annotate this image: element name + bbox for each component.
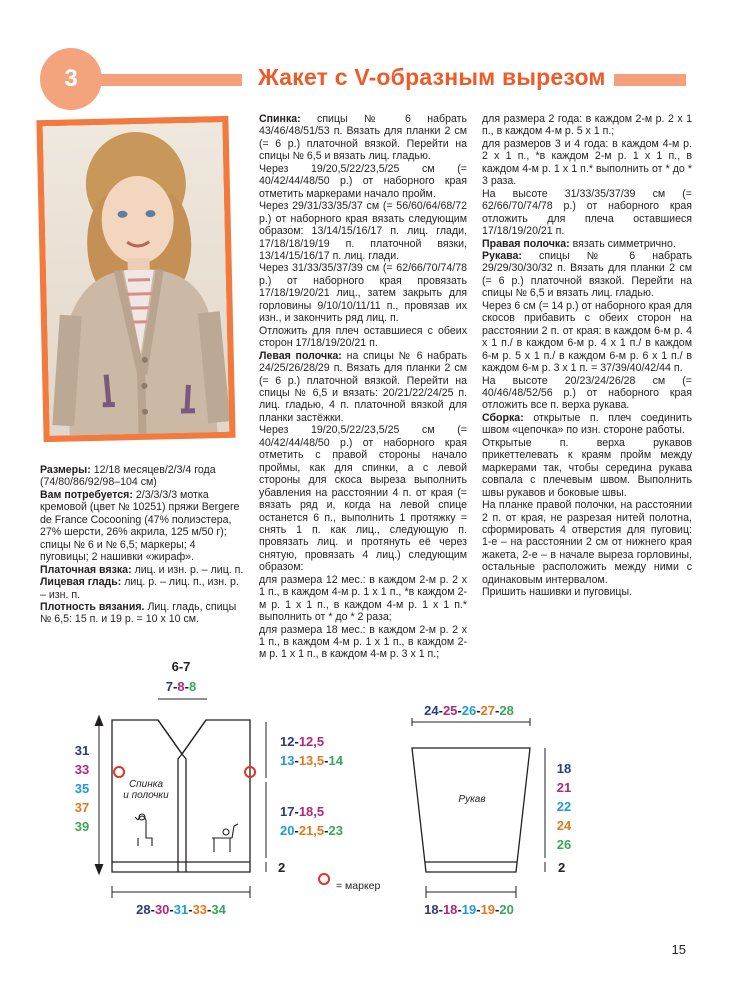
header-bar-right	[614, 74, 686, 86]
neck-size-a: 7	[165, 679, 174, 694]
sleeve-top-d: 27	[480, 703, 496, 718]
side-size-d: 21,5	[298, 823, 325, 838]
width-size-b: 30	[154, 902, 170, 917]
gauge-label: Плотность вязания.	[40, 600, 145, 613]
armhole-size-a: 12	[280, 734, 295, 749]
garter-label: Платочная вязка:	[40, 563, 132, 576]
back-shoulder-text: Отложить для плеч оставшиеся с обеих сторон 17/18/19/20/21 п.	[259, 324, 467, 350]
back-label: Спинка:	[259, 113, 301, 125]
height-size-4: 37	[74, 800, 90, 815]
height-size-2: 33	[74, 762, 90, 777]
assembly-sleeves-text: Открытые п. верха рукавов прикеттелевать к краям пройм между маркерами так, чтобы середина рукава совпала с плечевым швом. Выполнить швы рукавов и боковые швы.	[482, 436, 692, 499]
sleeve-top-e: 28	[499, 703, 514, 718]
marker-legend-text: = маркер	[336, 880, 381, 892]
assembly-label: Сборка:	[482, 411, 524, 424]
height-size-1: 31	[74, 743, 90, 758]
neck-size-b: 8	[177, 679, 185, 694]
right-front-paragraph	[482, 238, 692, 250]
size-3-4y-text: для размеров 3 и 4 года: в каждом 4-м р. 2 х 1 п., *в каждом 2-м р. 1 х 1 п., в каждом 4-м р. 1 х 1 п.* выполнить от * до * 3 раза.	[482, 137, 692, 188]
armhole-size-b: 12,5	[298, 734, 325, 749]
size-12m-text: для размера 12 мес.: в каждом 2-м р. 2 х 1 п., в каждом 4-м р. 1 х 1 п., *в каждом 2-м р. 1 х 1 п., в каждом 4-м р. 1 х 1 п.* выполнить от * до * 2 раза;	[259, 573, 467, 624]
sleeve-label-text: Рукав	[458, 794, 486, 805]
side-size-e: 23	[328, 823, 343, 838]
assembly-finish-text: Пришить нашивки и пуговицы.	[482, 586, 633, 599]
page-title: Жакет с V-образным вырезом	[258, 64, 606, 90]
armhole-sizes-2: 13-13,5-14	[280, 753, 343, 768]
sleeve-bottom-sizes: 18-18-19-19-20	[424, 902, 514, 917]
pattern-number-badge	[40, 48, 102, 110]
size-18m-text: для размера 18 мес.: в каждом 2-м р. 2 х 1 п., в каждом 4-м р. 1 х 1 п., в каждом 2-м р. 1 х 1 п., в каждом 4-м р. 3 х 1 п.;	[259, 623, 467, 661]
gauge-paragraph	[40, 601, 246, 626]
materials-paragraph	[40, 489, 246, 564]
materials-label: Вам потребуется:	[40, 488, 133, 501]
sleeve-bottom-a: 18	[424, 902, 439, 917]
side-sizes-2: 20-21,5-23	[280, 823, 343, 838]
marker-left	[114, 767, 124, 777]
shoulder-height-text: На высоте 31/33/35/37/39 см (= 62/66/70/74/78 р.) от наборного края отложить для плеча оставшиеся 17/18/19/20/21 п.	[482, 187, 692, 238]
left-front-decrease-text: Через 19/20,5/22/23,5/25 см (= 40/42/44/48/50 р.) от наборного края отметить с правой стороны начало проймы, как для спинки, а с левой стороны для скоса выреза выполнить убавления на расстоянии 4 п. от края (= вязать ряд и, когда на левой спице останется 6 п., выполнить 1 протяжку = снять 1 п. как лиц., следующую п. провязать лиц. и протянуть её через снятую, провязать 4 лиц.) следующим образом:	[259, 424, 467, 574]
sleeve-top-sizes: 24-25-26-27-28	[424, 703, 514, 718]
right-front-text: вязать симметрично.	[572, 237, 676, 250]
body-label-line1: Спинка	[128, 779, 164, 790]
sleeve-outline	[412, 748, 530, 872]
left-front-text: на спицы № 6 набрать 24/25/26/28/29 п. Вязать для планки 2 см (= 6 р.) платочной вязкой. Перейти на спицы № 6,5 и вязать: 20/21/22/24/25 п. лиц. гладью, 4 п. платочной вязкой для планки застёжки.	[259, 349, 467, 424]
assembly-text: открытые п. плеч соединить швом «цепочка» по изн. стороне работы.	[482, 411, 692, 437]
sizes-paragraph	[40, 464, 246, 489]
side-size-c: 20	[280, 823, 295, 838]
sleeve-bottom-e: 20	[499, 902, 514, 917]
sleeve-increase-text: Через 6 см (= 14 р.) от наборного края для скосов прибавить с обеих сторон на расстоянии 2 п. от края: в каждом 6-м р. 4 х 1 п./ в каждом 6-м р. 4 х 1 п./ в каждом 6-м р. 5 х 1 п./ в каждом 6-м р. 6 х 1 п./ в каждом 6-м р. 3 х 1 п. = 37/39/40/42/44 п.	[482, 299, 692, 375]
stockinette-text: лиц. р. – лиц. п., изн. р. – изн. п.	[40, 576, 239, 601]
armhole-sizes-1: 12-12,5	[280, 734, 325, 749]
sleeve-height-3: 22	[556, 799, 572, 814]
armhole-size-e: 14	[328, 753, 343, 768]
side-size-b: 18,5	[298, 804, 325, 819]
width-size-d: 33	[192, 902, 208, 917]
pattern-number: 3	[64, 65, 78, 92]
body-label-line2: и полочки	[123, 790, 169, 801]
back-text: спицы № 6 набрать 43/46/48/51/53 п. Вязать для планки 2 см (= 6 р.) платочной вязкой. Перейти на спицы № 6,5 и вязать лиц. гладью.	[259, 113, 467, 163]
sizes-text: 12/18 месяцев/2/3/4 года (74/80/86/92/98–104 см)	[40, 464, 216, 489]
neck-size-c: 8	[188, 679, 197, 694]
sleeve-height-2: 21	[556, 780, 572, 795]
body-schematic	[0, 650, 400, 930]
stockinette-label: Лицевая гладь:	[40, 576, 122, 589]
side-size-a: 17	[280, 804, 295, 819]
left-front-label: Левая полочка:	[259, 349, 342, 362]
sizes-label: Размеры:	[40, 464, 91, 476]
neck-width-sizes: 7-8-8	[165, 679, 197, 694]
sleeve-bottom-d: 19	[480, 902, 496, 917]
marker-legend-icon	[319, 874, 329, 884]
height-size-3: 35	[74, 781, 90, 796]
sleeve-top-a: 24	[424, 703, 439, 718]
width-size-e: 34	[211, 902, 226, 917]
stockinette-paragraph	[40, 576, 246, 601]
sleeve-top-c: 26	[461, 703, 477, 718]
armhole-size-d: 13,5	[298, 753, 325, 768]
materials-column	[40, 464, 246, 626]
sleeve-label: Рукава:	[482, 249, 522, 262]
header-bar-left	[92, 74, 242, 86]
back-paragraph	[259, 113, 467, 163]
sleeve-height-5: 26	[556, 837, 572, 852]
sleeve-paragraph	[482, 250, 692, 300]
assembly-paragraph	[482, 412, 692, 437]
back-armhole-text: Через 19/20,5/22/23,5/25 см (= 40/42/44/48/50 р.) от наборного края отметить маркерами начало пройм.	[259, 162, 467, 200]
back-yoke-text: Через 29/31/33/35/37 см (= 56/60/64/68/72 р.) от наборного края вязать следующим образом: 13/14/15/16/17 п. лиц. глади, 17/18/18/19/19 п. платочной вязки, 13/14/15/16/17 п. лиц. глади.	[259, 200, 467, 262]
garter-text: лиц. и изн. р. – лиц. п.	[134, 563, 244, 576]
band-height-label: 2	[278, 860, 286, 875]
giraffe-icon	[212, 824, 238, 852]
assembly-buttonholes-text: На планке правой полочки, на расстоянии 2 п. от края, не разрезая нитей полотна, сформировать 4 отверстия для пуговиц: 1-е – на расстоянии 2 см от нижнего края жакета, 2-е – в начале выреза горловины, остальные расположить между ними с одинаковым интервалом.	[482, 499, 692, 586]
width-sizes: 28-30-31-33-34	[136, 902, 226, 917]
sleeve-band-label: 2	[558, 860, 566, 875]
width-size-c: 31	[173, 902, 189, 917]
back-neck-text: Через 31/33/35/37/39 см (= 62/66/70/74/78 р.) от наборного края провязать 17/18/19/20/21 лиц., затем закрыть для горловины 9/10/10/11/11 п., провязав их изн., и закончить ряд лиц. п.	[259, 262, 467, 325]
sleeve-text: спицы № 6 набрать 29/29/30/30/32 п. Вязать для планки 2 см (= 6 р.) платочной вязкой. Перейти на спицы № 6,5 и вязать лиц. гладью.	[482, 249, 692, 300]
sleeve-bottom-c: 19	[461, 902, 477, 917]
armhole-size-c: 13	[280, 753, 295, 768]
sleeve-height-4: 24	[556, 818, 572, 833]
materials-text: 2/3/3/3/3 мотка кремовой (цвет № 10251) пряжи Bergere de France Cocooning (47% полиэстера, 27% шерсти, 26% акрила, 125 м/50 г); спицы № 6 и № 6,5; маркеры; 4 пуговицы; 2 нашивки «жираф».	[40, 488, 240, 564]
right-front-label: Правая полочка:	[482, 237, 570, 250]
giraffe-icon	[135, 814, 152, 846]
child-photo	[43, 122, 230, 436]
sleeve-schematic	[400, 690, 600, 930]
sleeve-height-1: 18	[556, 761, 572, 776]
size-2y-text: для размера 2 года: в каждом 2-м р. 2 х 1 п., в каждом 4-м р. 5 х 1 п.;	[482, 113, 692, 138]
garter-paragraph	[40, 564, 246, 576]
height-size-5: 39	[74, 819, 90, 834]
back-and-left-front-column	[259, 113, 467, 661]
width-size-a: 28	[136, 902, 151, 917]
page-number: 15	[671, 942, 686, 957]
sleeve-top-text: На высоте 20/23/24/26/28 см (= 40/46/48/52/56 р.) от наборного края отложить все п. верха рукава.	[482, 374, 692, 412]
sleeve-bottom-b: 18	[442, 902, 458, 917]
side-sizes-1: 17-18,5	[280, 804, 325, 819]
sleeve-top-b: 25	[442, 703, 458, 718]
left-front-paragraph	[259, 350, 467, 425]
right-front-sleeve-column	[482, 113, 692, 599]
neck-width-label: 6-7	[171, 659, 191, 674]
gauge-text: Лиц. гладь, спицы № 6,5: 15 п. и 19 р. = 10 х 10 см.	[40, 600, 237, 626]
child-photo-frame	[36, 116, 235, 442]
